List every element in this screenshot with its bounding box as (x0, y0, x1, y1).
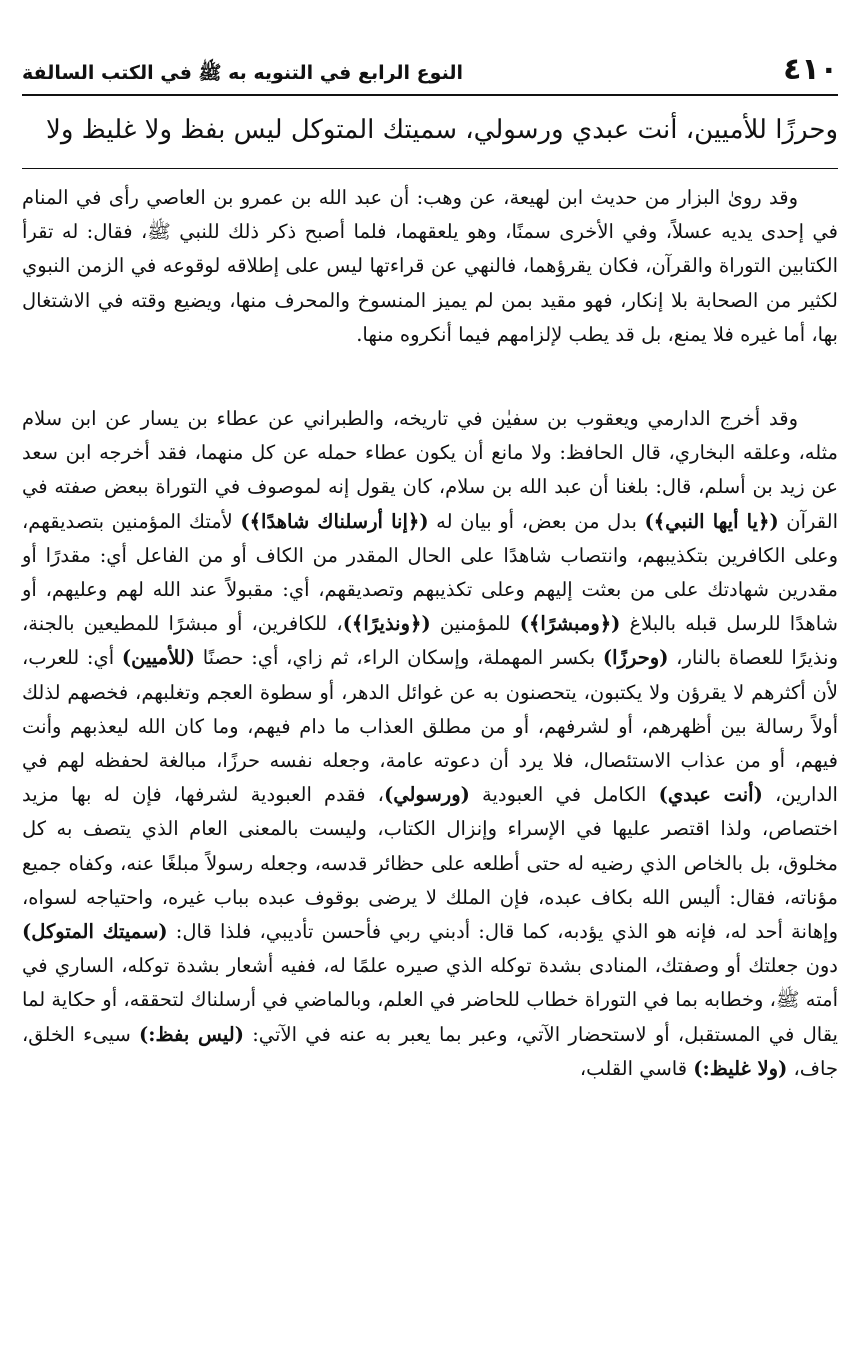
commentary-text: أي: للعرب، لأن أكثرهم لا يقرؤن ولا يكتبون، يتحصنون به عن غوائل الدهر، أو سطوة العجم وتغلبهم، فخصهم لذلك أولاً رسالة بين أظهرهم، أو لشرفهم، أو من مطلق العذاب ما دام فيهم، وما كان الله ليعذبهم وأنت فيهم، أو من عذاب الاستئصال، فلا يرد أن دعوته عامة، وجعله نفسه حرزًا، مبالغة لحفظه لهم في الدارين، (22, 646, 838, 807)
quoted-phrase: (ورسولي) (383, 783, 470, 807)
quoted-phrase: (﴿إنا أرسلناك شاهدًا﴾) (240, 509, 429, 533)
section-divider (22, 168, 838, 169)
quoted-phrase: (﴿يا أيها النبي﴾) (644, 509, 779, 533)
quoted-phrase: (للأميين) (121, 646, 195, 670)
quoted-phrase: (﴿ومبشرًا﴾) (519, 612, 621, 636)
quoted-phrase: (ليس بفظ:) (139, 1022, 244, 1046)
page-header (22, 52, 838, 92)
quoted-phrase: (وحرزًا) (602, 646, 669, 670)
commentary-text: ، للكافرين، أو مبشرًا للمطيعين بالجنة، ونذيرًا للعصاة بالنار، (22, 612, 838, 670)
commentary-text: لأمتك المؤمنين بتصديقهم، وعلى الكافرين بتكذيبهم، وانتصاب شاهدًا على الحال المقدر من الكاف أو من الفاعل أي: مقدرًا أو مقدرين شهادتك على من بعثت إليهم وعلى تكذيبهم وتصديقهم، أي: مقبولاً عند الله لهم وعليهم، أو شاهدًا للرسل قبله بالبلاغ (22, 509, 838, 636)
commentary-text: للمؤمنين (430, 612, 520, 636)
book-page (22, 52, 838, 1086)
header-rule (22, 94, 838, 96)
page-number: ٤١٠ (783, 52, 838, 87)
quoted-phrase: (ولا غليظ:) (693, 1056, 788, 1080)
commentary-text: بكسر المهملة، وإسكان الراء، ثم زاي، أي: حصنًا (195, 646, 603, 670)
commentary-text: الكامل في العبودية (469, 783, 659, 807)
running-title: النوع الرابع في التنويه به ﷺ في الكتب السالفة (22, 62, 463, 84)
quoted-phrase: (﴿ونذيرًا﴾) (342, 612, 431, 636)
quoted-phrase: (سميتك المتوكل) (22, 920, 168, 944)
commentary-text: ، فقدم العبودية لشرفها، فإن له بها مزيد اختصاص، ولذا اقتصر عليها في الإسراء وإنزال الكتاب، وليست بالمعنى العام الذي يتصف به كل مخلوق، بل بالخاص الذي رضيه له حتى أطلعه على حظائر قدسه، وجعله رسولاً مبلغًا عنه، وكفاه جميع مؤناته، فقال: أليس الله بكاف عبده، فإن الملك لا يرضى بوقوف عبده بباب غيره، واحتياجه لسواه، وإهانة أحد له، فإنه هو الذي يؤدبه، كما قال: أدبني ربي فأحسن تأديبي، فلذا قال: (22, 783, 839, 944)
note-paragraph (22, 181, 838, 352)
main-text: وحرزًا للأميين، أنت عبدي ورسولي، سميتك المتوكل ليس بفظ ولا غليظ ولا (46, 115, 838, 145)
commentary-text: سيىء الخلق، جاف، (22, 1022, 838, 1080)
commentary-text: قاسي القلب، (579, 1056, 694, 1080)
commentary-text: بدل من بعض، أو بيان له (428, 509, 645, 533)
commentary-paragraph (22, 402, 838, 1086)
note-text: وقد روىٰ البزار من حديث ابن لهيعة، عن وهب: أن عبد الله بن عمرو بن العاصي رأى في المنام في إحدى يديه عسلاً، وفي الأخرى سمنًا، وهو يلعقهما، فلما أصبح ذكر ذلك للنبي ﷺ، فقال: له تقرأ الكتابين التوراة والقرآن، فكان يقرؤهما، فالنهي عن قراءتها ليس على إطلاقه لوقوعه في الزمن النبوي لكثير من الصحابة بلا إنكار، فهو مقيد بمن لم يميز المنسوخ والمحرف منها، ويضيع وقته في الاشتغال بها، أما غيره فلا يمنع، بل قد يطب لإلزامهم فيما أنكروه منها. (22, 186, 838, 346)
quoted-phrase: (أنت عبدي) (658, 783, 763, 807)
commentary-text: وقد أخرج الدارمي ويعقوب بن سفيٰن في تاريخه، والطبراني عن عطاء بن يسار عن ابن سلام مثله، وعلقه البخاري، قال الحافظ: ولا مانع أن يكون عطاء حمله عن كل منهما، فقد أخرجه ابن سعد عن زيد بن أسلم، قال: بلغنا أن عبد الله بن سلام، كان يقول إنه لموصوف في التوراة ببعض صفته في القرآن (22, 407, 838, 533)
commentary-text: دون جعلتك أو وصفتك، المنادى بشدة توكله الذي صيره علمًا له، ففيه أشعار بشدة توكله، الساري في أمته ﷺ، وخطابه بما في التوراة خطاب للحاضر في العلم، وبالماضي في أرسلناك لتحققه، أو حكاية لما يقال في المستقبل، أو لاستحضار الآتي، وعبر بما يعبر به عنه في الآتي: (22, 954, 838, 1046)
